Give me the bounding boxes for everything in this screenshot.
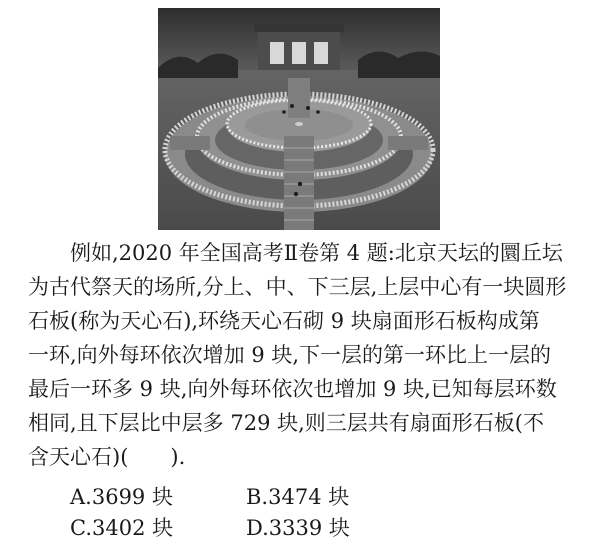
question-line: 石板(称为天心石),环绕天心石砌 9 块扇面形石板构成第	[28, 309, 540, 333]
question-paragraph	[28, 236, 590, 474]
question-line: 含天心石)( ).	[28, 445, 186, 469]
question-line: 相同,且下层比中层多 729 块,则三层共有扇面形石板(不	[28, 411, 544, 435]
question-line: 最后一环多 9 块,向外每环依次也增加 9 块,已知每层环数	[28, 377, 557, 401]
option-b: B.3474 块	[246, 485, 350, 509]
option-a: A.3699 块	[70, 485, 173, 509]
question-line: 一环,向外每环依次增加 9 块,下一层的第一环比上一层的	[28, 343, 552, 367]
question-line: 为古代祭天的场所,分上、中、下三层,上层中心有一块圆形	[28, 275, 567, 299]
circular-mound-altar-photo	[158, 8, 440, 230]
option-d: D.3339 块	[246, 516, 350, 540]
question-line: 例如,2020 年全国高考Ⅱ卷第 4 题:北京天坛的圜丘坛	[70, 241, 563, 265]
option-c: C.3402 块	[70, 516, 174, 540]
